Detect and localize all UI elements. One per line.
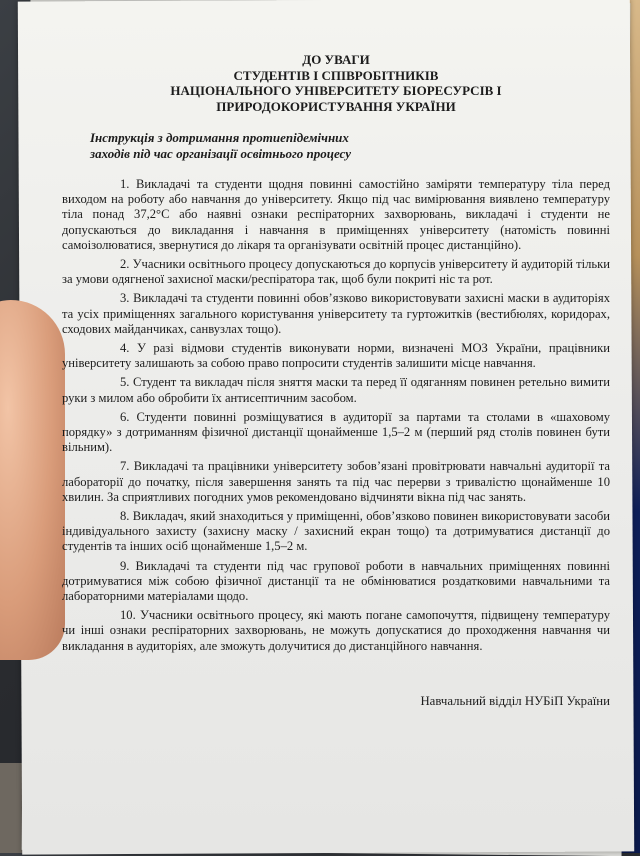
item-8: 8. Викладач, який знаходиться у приміщенні, обов’язково повинен використовувати засоби індивідуального захисту (захисну маску / захисний екран тощо) та дотримуватися дистанції до студентів та інших осіб щонайменше 1,5–2 м. <box>62 509 610 554</box>
title-line-2: СТУДЕНТІВ І СПІВРОБІТНИКІВ <box>233 67 439 83</box>
title-line-4: ПРИРОДОКОРИСТУВАННЯ УКРАЇНИ <box>216 98 456 114</box>
item-9: 9. Викладачі та студенти під час групової роботи в навчальних приміщеннях повинні дотримуватися між собою фізичної дистанції та не обмінюватися роздатковими навчальними та лабораторними матеріалами щодо. <box>62 558 610 604</box>
item-6: 6. Студенти повинні розміщуватися в аудиторії за партами та столами в «шаховому порядку» з дотриманням фізичної дистанції щонайменше 1,5–2 м (перший ряд столів повинен бути вільним). <box>62 409 610 455</box>
item-1: 1. Викладачі та студенти щодня повинні самостійно заміряти температуру тіла перед виходом на роботу або навчання до університету. Якщо під час вимірювання виявлено температуру тіла понад 37,2°С або наявні ознаки респіраторних захворювань, викладачі і студенти не допускаються до викладання і навчання в приміщеннях університету (натомість повинні самоізолюватися, звернутися до лікаря та організувати освітній процес дистанційно). <box>62 177 610 252</box>
item-10: 10. Учасники освітнього процесу, які мають погане самопочуття, підвищену температуру чи інші ознаки респіраторних захворювань, не можуть допускатися до проходження навчання чи викладання в аудиторіях, але зможуть долучитися до дистанційного навчання. <box>62 608 610 653</box>
item-3: 3. Викладачі та студенти повинні обов’язково використовувати захисні маски в аудиторіях та усіх приміщеннях загального користування університету та гуртожитків (вестибюлях, коридорах, сходових майданчиках, санвузлах тощо). <box>62 291 610 336</box>
signature: Навчальний відділ НУБіП України <box>420 693 610 708</box>
item-7: 7. Викладачі та працівники університету зобов’язані провітрювати навчальні аудиторії та лабораторії до початку, після завершення занять та під час перерви з тривалістю щонайменше 10 хвилин. За сприятливих погодних умов рекомендовано відчиняти вікна під час занять. <box>62 459 610 504</box>
item-4: 4. У разі відмови студентів виконувати норми, визначені МОЗ України, працівники університету залишають за собою право попросити студентів залишити місце навчання. <box>62 341 610 371</box>
hand-holding-paper <box>0 300 65 660</box>
title-line-1: ДО УВАГИ <box>302 52 370 67</box>
document-content <box>62 52 610 709</box>
title-line-3: НАЦІОНАЛЬНОГО УНІВЕРСИТЕТУ БІОРЕСУРСІВ І <box>170 83 502 98</box>
instruction-title: Інструкція з дотримання протиепідемічних заходів під час організації освітнього процесу <box>90 130 352 161</box>
item-5: 5. Студент та викладач після зняття маски та перед її одяганням повинен ретельно вимити руки з милом або обробити їх антисептичним засобом. <box>62 375 610 405</box>
document-title <box>62 52 610 114</box>
item-2: 2. Учасники освітнього процесу допускаються до корпусів університету й аудиторій тільки за умови одягненої захисної маски/респіратора так, щоб були покриті ніс та рот. <box>62 257 610 287</box>
